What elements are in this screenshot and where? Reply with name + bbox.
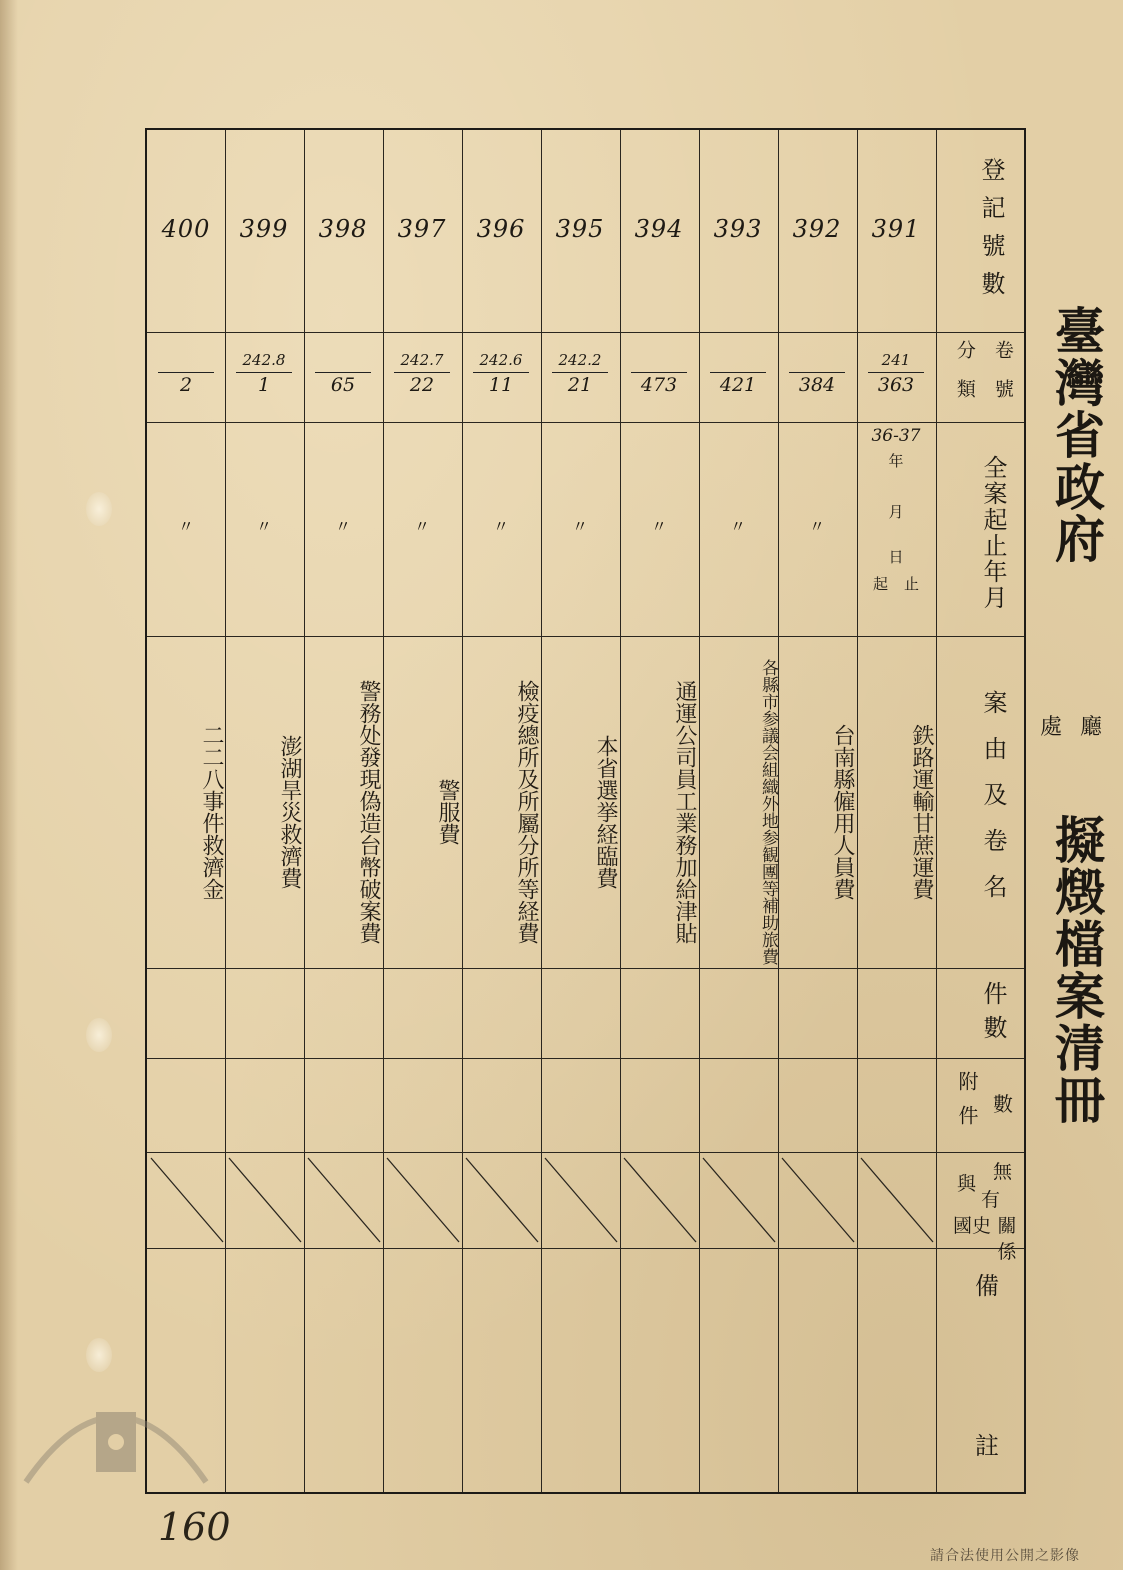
volume-class-395: 242.2 21 — [541, 350, 619, 410]
header-date-range: 全案起止年月 — [979, 454, 1007, 611]
subject-397: 警服費 — [435, 779, 460, 845]
reg-number-396: 396 — [476, 215, 526, 243]
reg-number-399: 399 — [239, 215, 289, 243]
date-range-value: 36-37 — [871, 426, 921, 446]
header-class: 分類 — [953, 340, 976, 418]
ditto-mark: 〃 — [571, 517, 588, 536]
header-attachments: 附件 數 — [955, 1071, 1013, 1139]
volume-class-398: 65 — [304, 350, 382, 410]
reg-number-397: 397 — [397, 215, 447, 243]
header-subject: 案由及卷名 — [979, 690, 1007, 920]
volume-class-392: 384 — [778, 350, 856, 410]
history-diagonal-strikes — [147, 1152, 936, 1248]
reg-number-400: 400 — [161, 215, 211, 243]
subject-398: 警務处發現偽造台幣破案費 — [356, 680, 381, 944]
form-name: 擬燬檔案清冊 — [1047, 814, 1106, 1126]
punch-hole — [86, 1338, 112, 1372]
subject-396: 檢疫總所及所屬分所等経費 — [514, 680, 539, 944]
subject-395: 本省選挙経臨費 — [593, 735, 618, 889]
reg-number-395: 395 — [555, 215, 605, 243]
subject-393: 各縣市参議会組織外地参観團等補助旅費 — [758, 659, 778, 965]
subject-399: 澎湖旱災救濟費 — [277, 735, 302, 889]
volume-class-397: 242.7 22 — [383, 350, 461, 410]
reg-number-391: 391 — [871, 215, 921, 243]
ditto-mark: 〃 — [650, 517, 667, 536]
volume-class-391: 241 363 — [857, 350, 935, 410]
column-divider — [936, 130, 937, 1492]
date-cell-391 — [857, 426, 935, 631]
document-title: 臺灣省政府 — [1047, 305, 1106, 565]
subject-392: 台南縣僱用人員費 — [830, 724, 855, 900]
volume-class-394: 473 — [620, 350, 698, 410]
row-divider — [147, 422, 1024, 423]
ditto-mark: 〃 — [729, 517, 746, 536]
header-remarks-top: 備 — [975, 1272, 999, 1300]
ditto-mark: 〃 — [177, 517, 194, 536]
volume-class-393: 421 — [699, 350, 777, 410]
ditto-mark: 〃 — [255, 517, 272, 536]
volume-class-396: 242.6 11 — [462, 350, 540, 410]
reg-number-393: 393 — [713, 215, 763, 243]
subject-400: 二二八事件救濟金 — [199, 724, 224, 900]
year-label: 年 — [888, 452, 904, 470]
subject-394: 通運公司員工業務加給津貼 — [672, 680, 697, 944]
office-label-chu: 處 — [1040, 715, 1063, 740]
header-reg-number: 登記號數 — [977, 156, 1005, 309]
punch-hole — [86, 492, 112, 526]
punch-hole — [86, 1018, 112, 1052]
row-divider — [147, 332, 1024, 333]
reg-number-398: 398 — [318, 215, 368, 243]
footer-notice: 請合法使用公開之影像 — [930, 1548, 1080, 1564]
row-divider — [147, 1248, 1024, 1249]
header-remarks-bottom: 註 — [975, 1432, 999, 1460]
day-label: 日 — [888, 548, 904, 566]
start-end-labels: 起 止 — [872, 575, 920, 593]
ditto-mark: 〃 — [334, 517, 351, 536]
volume-class-400: 2 — [147, 350, 225, 410]
ditto-mark: 〃 — [413, 517, 430, 536]
subject-391: 鉄路運輸甘蔗運費 — [909, 724, 934, 900]
row-divider — [147, 1058, 1024, 1059]
page-edge-shadow — [0, 0, 18, 1570]
reg-number-394: 394 — [634, 215, 684, 243]
ditto-mark: 〃 — [808, 517, 825, 536]
row-divider — [147, 636, 1024, 637]
header-volume: 卷號 — [991, 340, 1014, 418]
register-table — [145, 128, 1026, 1494]
archive-seal-watermark — [6, 1372, 226, 1492]
header-count: 件數 — [979, 981, 1007, 1049]
office-label-ting: 廳 — [1080, 715, 1103, 740]
volume-class-399: 242.8 1 — [225, 350, 303, 410]
header-history-relation: 無 有 關係 與 國史 — [953, 1161, 1017, 1263]
reg-number-392: 392 — [792, 215, 842, 243]
month-label: 月 — [888, 503, 904, 521]
page-number: 160 — [158, 1505, 231, 1549]
ditto-mark: 〃 — [492, 517, 509, 536]
